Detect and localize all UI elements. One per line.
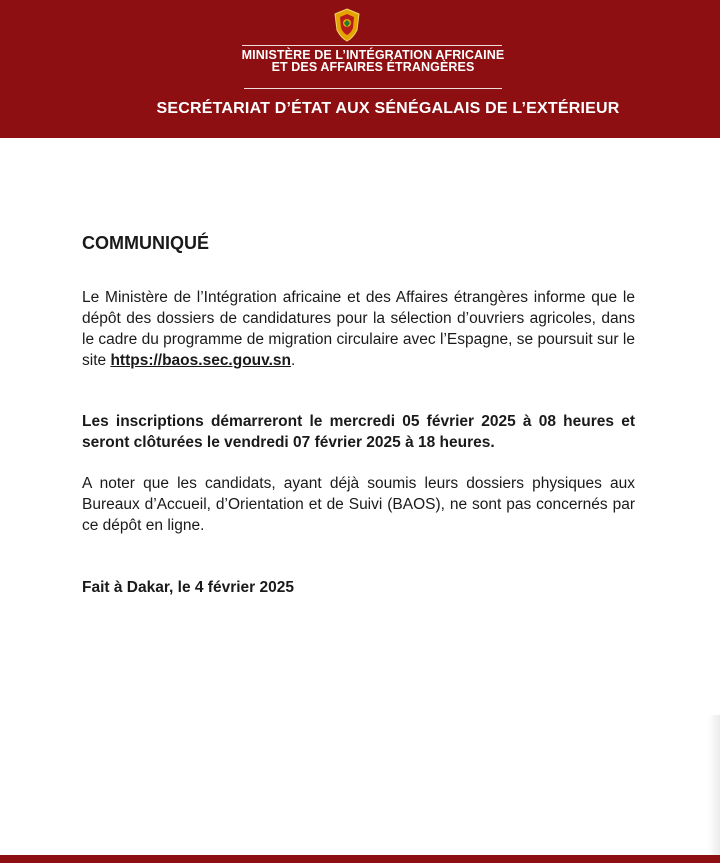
baos-website-link[interactable]: https://baos.sec.gouv.sn [110,352,292,369]
ministry-name-line1: MINISTÈRE DE L’INTÉGRATION AFRICAINE [241,48,505,62]
secretariat-title: SECRÉTARIAT D’ÉTAT AUX SÉNÉGALAIS DE L’EXTÉRIEUR [156,100,620,117]
page-edge-shadow [708,715,720,855]
signature-line: Fait à Dakar, le 4 février 2025 [82,579,294,596]
paragraph-note: A noter que les candidats, ayant déjà soumis leurs dossiers physiques aux Bureaux d’Accueil, d’Orientation et de Suivi (BAOS), ne sont pas concernés par ce dépôt en ligne. [82,475,635,534]
paragraph-registration-dates: Les inscriptions démarreront le mercredi 05 février 2025 à 08 heures et seront clôturées le vendredi 07 février 2025 à 18 heures. [82,413,635,451]
document-title: COMMUNIQUÉ [82,233,209,253]
ministry-name-line2: ET DES AFFAIRES ÉTRANGÈRES [271,60,475,74]
footer-bar [0,855,720,863]
senegal-coat-of-arms-icon [333,8,361,42]
ministry-banner [0,0,720,138]
banner-bottom-rule [244,88,502,89]
paragraph-announcement-end: . [291,352,296,369]
paragraph-announcement [82,287,635,371]
ministry-name [0,49,720,73]
banner-top-rule [242,45,502,46]
paragraph-announcement-text: Le Ministère de l’Intégration africaine et des Affaires étrangères informe que le dépôt des dossiers de candidatures pour la sélection d’ouvriers agricoles, dans le cadre du programme de migration circulaire avec l’Espagne, se poursuit sur le site [82,289,635,369]
